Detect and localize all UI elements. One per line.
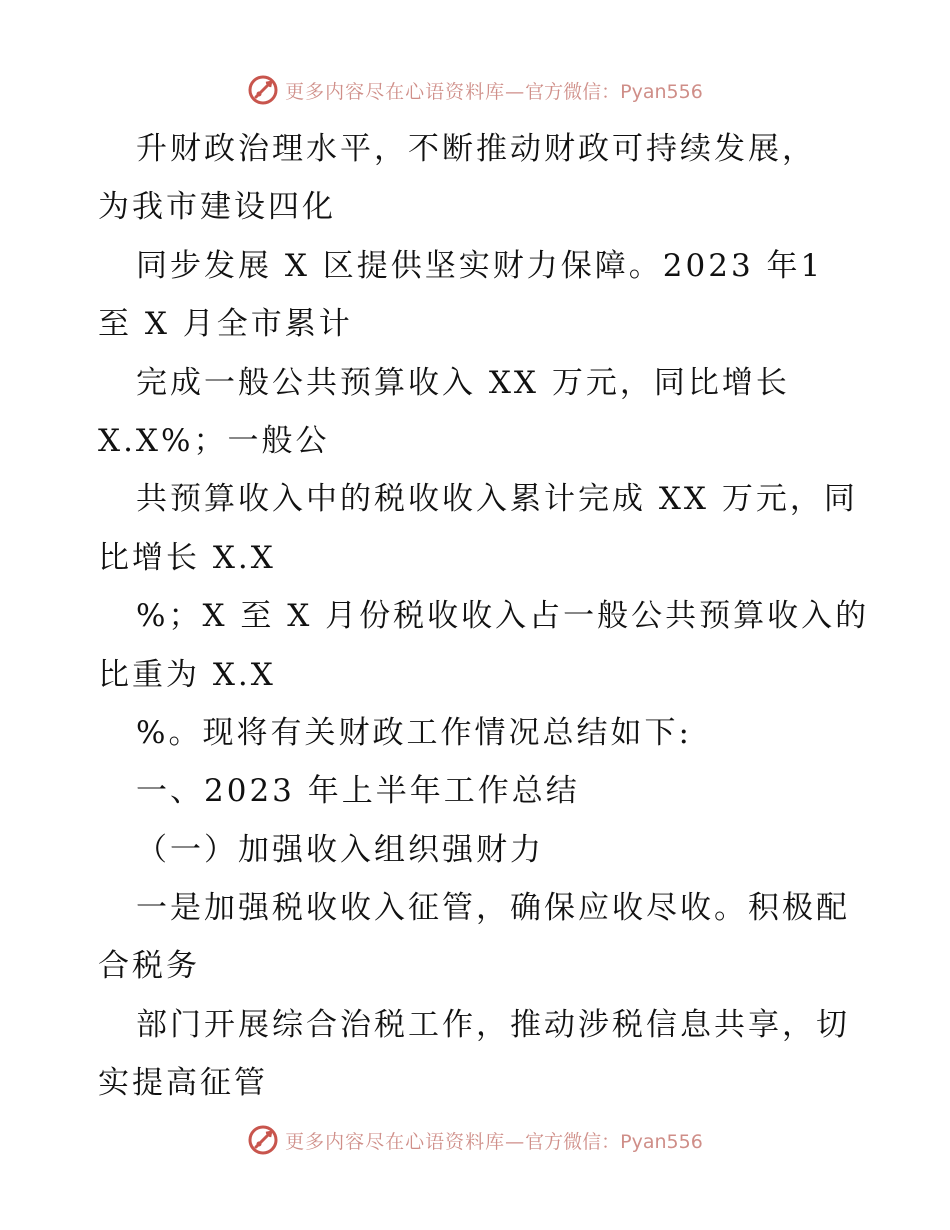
brand-logo-icon xyxy=(247,74,279,106)
body-line: 部门开展综合治税工作，推动涉税信息共享，切 xyxy=(136,1006,850,1043)
body-line: 一是加强税收收入征管，确保应收尽收。积极配 xyxy=(136,890,850,927)
subsection-heading: （一）加强收入组织强财力 xyxy=(136,831,544,868)
header-wechat-text: 官方微信：Pyan556 xyxy=(525,80,703,103)
body-line: 同步发展 X 区提供坚实财力保障。2023 年1 xyxy=(136,247,824,284)
section-heading: 一、2023 年上半年工作总结 xyxy=(136,773,580,810)
body-line: 比增长 X.X xyxy=(98,539,276,576)
body-line: %；X 至 X 月份税收收入占一般公共预算收入的 xyxy=(136,598,870,635)
brand-logo-icon xyxy=(247,1124,279,1156)
body-line: 比重为 X.X xyxy=(98,656,276,693)
document-body xyxy=(98,120,870,1113)
body-line: 共预算收入中的税收收入累计完成 XX 万元，同 xyxy=(136,481,858,518)
header-watermark-banner xyxy=(0,70,950,110)
footer-brand-text: 更多内容尽在心语资料库— xyxy=(285,1130,526,1153)
footer-watermark-banner xyxy=(0,1120,950,1160)
body-line: 升财政治理水平，不断推动财政可持续发展， xyxy=(136,131,816,167)
body-line: X.X%；一般公 xyxy=(98,422,330,459)
body-line: 为我市建设四化 xyxy=(98,189,336,226)
footer-wechat-text: 官方微信：Pyan556 xyxy=(525,1130,703,1153)
body-line: 完成一般公共预算收入 XX 万元，同比增长 xyxy=(136,364,790,401)
header-brand-text: 更多内容尽在心语资料库— xyxy=(285,80,526,103)
body-line: 至 X 月全市累计 xyxy=(98,306,353,343)
body-line: 实提高征管 xyxy=(98,1065,268,1102)
body-line: 合税务 xyxy=(98,948,200,985)
body-line: %。现将有关财政工作情况总结如下: xyxy=(136,714,692,751)
